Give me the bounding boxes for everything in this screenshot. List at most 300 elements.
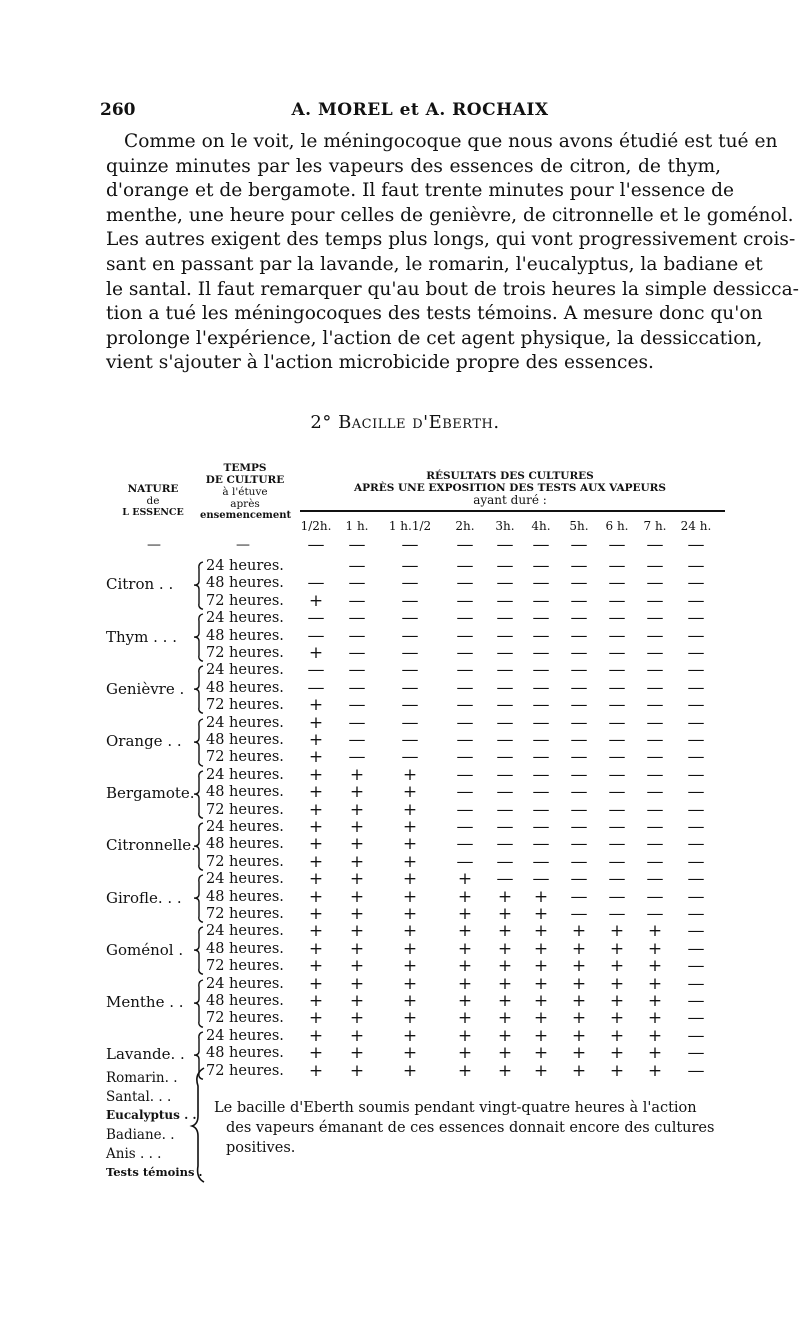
positive-mark: + [609,973,625,994]
negative-mark: — [456,799,474,820]
positive-mark: + [308,817,324,837]
negative-mark: — [608,799,626,820]
essence-name: Lavande. . [106,1045,185,1064]
negative-mark: — [496,556,514,576]
positive-mark: + [349,817,365,837]
negative-mark: — [570,764,588,785]
negative-mark: — [646,817,664,837]
negative-mark: — [496,851,514,872]
positive-mark: + [349,782,365,803]
negative-mark: — [401,660,419,681]
negative-mark: — [687,556,705,576]
essence-name: Bergamote. [106,784,195,803]
negative-mark: — [456,695,474,716]
duration-dash: — [456,535,474,555]
positive-mark: + [308,1043,324,1064]
negative-mark: — [570,695,588,716]
negative-mark: — [456,764,474,785]
negative-mark: — [496,799,514,820]
positive-mark: + [349,886,365,907]
positive-mark: + [402,782,418,803]
negative-mark: — [570,556,588,576]
negative-mark: — [496,869,514,890]
negative-mark: — [307,608,325,629]
negative-mark: — [456,590,474,611]
other-essence: Romarin. . [106,1070,178,1086]
positive-mark: + [308,886,324,907]
culture-time: 72 heures. [206,645,284,661]
positive-mark: + [349,799,365,820]
negative-mark: — [456,556,474,576]
positive-mark: + [308,1060,324,1081]
positive-mark: + [349,1060,365,1081]
negative-mark: — [496,730,514,750]
negative-mark: — [687,608,705,629]
negative-mark: — [570,660,588,681]
positive-mark: + [497,1060,513,1081]
positive-mark: + [533,921,549,942]
other-essence: Eucalyptus . . [106,1108,197,1122]
positive-mark: + [571,991,587,1011]
culture-time: 24 heures. [206,558,284,574]
negative-mark: — [646,643,664,663]
negative-mark: — [456,643,474,663]
negative-mark: — [348,660,366,681]
culture-time: 24 heures. [206,923,284,940]
positive-mark: + [402,1008,418,1029]
essence-name: Genièvre . [106,679,185,698]
negative-mark: — [687,730,705,750]
culture-time: 72 heures. [206,853,284,870]
negative-mark: — [570,886,588,907]
positive-mark: + [609,991,625,1011]
negative-mark: — [608,712,626,733]
culture-time: 24 heures. [206,1027,284,1044]
positive-mark: + [533,1060,549,1081]
positive-mark: + [571,1008,587,1029]
positive-mark: + [571,1060,587,1081]
negative-mark: — [348,730,366,750]
duration-dash: — [532,535,550,555]
positive-mark: + [497,1025,513,1046]
negative-mark: — [496,834,514,855]
duration-dash: — [348,535,366,555]
essence-name: Citron . . [106,575,174,594]
negative-mark: — [608,608,626,629]
negative-mark: — [532,660,550,681]
positive-mark: + [402,1025,418,1046]
other-essence: Badiane. . [106,1127,175,1143]
negative-mark: — [496,677,514,698]
negative-mark: — [532,677,550,698]
row-brace [192,926,206,978]
negative-mark: — [532,590,550,611]
paragraph-line: prolonge l'expérience, l'action de cet agent physique, la dessiccation, [106,327,763,349]
culture-time: 24 heures. [206,871,284,888]
negative-mark: — [608,764,626,785]
positive-mark: + [349,869,365,890]
positive-mark: + [308,956,324,977]
positive-mark: + [349,1025,365,1046]
positive-mark: + [457,938,473,959]
negative-mark: — [496,764,514,785]
positive-mark: + [497,956,513,977]
negative-mark: — [401,556,419,576]
positive-mark: + [647,921,663,942]
negative-mark: — [687,573,705,594]
row-brace [192,770,206,822]
paragraph-line: quinze minutes par les vapeurs des essences de citron, de thym, [106,155,721,177]
negative-mark: — [348,712,366,733]
positive-mark: + [609,1043,625,1064]
negative-mark: — [496,643,514,663]
negative-mark: — [608,851,626,872]
negative-mark: — [496,712,514,733]
row-brace [192,979,206,1031]
negative-mark: — [532,712,550,733]
negative-mark: — [496,590,514,611]
page-number: 260 [100,100,136,120]
row-brace [192,665,206,717]
negative-mark: — [646,712,664,733]
culture-time: 48 heures. [206,993,284,1009]
duration-dash: — [307,535,325,555]
duration-header: 1/2h. [300,519,332,533]
culture-time: 48 heures. [206,732,284,748]
results-header: RÉSULTATS DES CULTURES APRÈS UNE EXPOSITION DES TESTS AUX VAPEURS ayant duré : [354,470,666,507]
positive-mark: + [349,1043,365,1064]
positive-mark: + [457,1008,473,1029]
negative-mark: — [608,904,626,924]
negative-mark: — [496,817,514,837]
positive-mark: + [308,904,324,924]
negative-mark: — [570,817,588,837]
negative-mark: — [348,573,366,594]
positive-mark: + [457,991,473,1011]
positive-mark: + [402,956,418,977]
negative-mark: — [687,695,705,716]
negative-mark: — [532,556,550,576]
negative-mark: — [687,817,705,837]
paragraph-line: le santal. Il faut remarquer qu'au bout de trois heures la simple dessicca- [106,278,799,300]
essence-name: Citronnelle. [106,836,196,855]
positive-mark: + [497,904,513,924]
positive-mark: + [402,834,418,855]
positive-mark: + [402,991,418,1011]
negative-mark: — [401,573,419,594]
negative-mark: — [307,573,325,594]
negative-mark: — [646,608,664,629]
culture-time: 24 heures. [206,662,284,679]
negative-mark: — [456,608,474,629]
row-brace [192,613,206,665]
positive-mark: + [609,938,625,959]
positive-mark: + [308,590,324,611]
negative-mark: — [348,608,366,629]
positive-mark: + [402,851,418,872]
section-title: 2° Bacille d'Eberth. [310,412,500,433]
positive-mark: + [308,973,324,994]
negative-mark: — [570,904,588,924]
negative-mark: — [646,782,664,803]
negative-mark: — [608,625,626,646]
negative-mark: — [687,712,705,733]
negative-mark: — [687,886,705,907]
positive-mark: + [308,869,324,890]
positive-mark: + [349,938,365,959]
paragraph-line: sant en passant par la lavande, le romarin, l'eucalyptus, la badiane et [106,253,763,275]
negative-mark: — [456,730,474,750]
negative-mark: — [456,660,474,681]
negative-mark: — [570,625,588,646]
positive-mark: + [533,991,549,1011]
negative-mark: — [456,834,474,855]
culture-time: 48 heures. [206,940,284,957]
duration-dash: — [646,535,664,555]
positive-mark: + [533,1025,549,1046]
negative-mark: — [401,730,419,750]
duration-header: 6 h. [605,519,629,533]
negative-mark: — [348,643,366,663]
positive-mark: + [349,956,365,977]
negative-mark: — [307,660,325,681]
negative-mark: — [570,747,588,768]
negative-mark: — [646,695,664,716]
culture-time: 48 heures. [206,575,284,592]
positive-mark: + [647,956,663,977]
negative-mark: — [608,730,626,750]
negative-mark: — [687,677,705,698]
negative-mark: — [456,625,474,646]
negative-mark: — [532,869,550,890]
positive-mark: + [609,1008,625,1029]
culture-time: 48 heures. [206,784,284,801]
positive-mark: + [308,712,324,733]
positive-mark: + [349,904,365,924]
negative-mark: — [496,608,514,629]
negative-mark: — [532,573,550,594]
positive-mark: + [571,973,587,994]
positive-mark: + [402,1060,418,1081]
negative-mark: — [608,643,626,663]
culture-time: 48 heures. [206,888,284,905]
negative-mark: — [307,677,325,698]
duration-header: 1 h.1/2 [388,519,432,533]
positive-mark: + [402,973,418,994]
positive-mark: + [457,1060,473,1081]
temps-dash: — [236,537,250,553]
positive-mark: + [647,1043,663,1064]
positive-mark: + [308,938,324,959]
negative-mark: — [348,556,366,576]
negative-mark: — [570,643,588,663]
negative-mark: — [401,712,419,733]
positive-mark: + [457,886,473,907]
positive-mark: + [571,1025,587,1046]
positive-mark: + [308,747,324,768]
negative-mark: — [646,590,664,611]
negative-mark: — [687,904,705,924]
positive-mark: + [457,956,473,977]
negative-mark: — [570,712,588,733]
duration-header: 24 h. [680,519,712,533]
negative-mark: — [608,817,626,837]
positive-mark: + [349,834,365,855]
negative-mark: — [532,695,550,716]
negative-mark: — [496,625,514,646]
negative-mark: — [456,712,474,733]
results-rule [300,510,725,512]
essence-name: Goménol . [106,940,184,959]
other-essence: Santal. . . [106,1089,172,1105]
duration-dash: — [496,535,514,555]
positive-mark: + [308,799,324,820]
culture-time: 48 heures. [206,836,284,853]
positive-mark: + [457,1025,473,1046]
positive-mark: + [609,1060,625,1081]
paragraph-line: d'orange et de bergamote. Il faut trente minutes pour l'essence de [106,180,735,202]
negative-mark: — [687,991,705,1011]
nature-header: NATURE de L ESSENCE [122,483,184,518]
negative-mark: — [687,921,705,942]
positive-mark: + [533,1043,549,1064]
other-essence: Tests témoins . [106,1165,203,1179]
negative-mark: — [646,851,664,872]
positive-mark: + [308,782,324,803]
negative-mark: — [687,782,705,803]
negative-mark: — [532,747,550,768]
essence-name: Menthe . . [106,993,184,1011]
negative-mark: — [570,834,588,855]
positive-mark: + [571,921,587,942]
negative-mark: — [646,764,664,785]
positive-mark: + [402,938,418,959]
negative-mark: — [608,886,626,907]
negative-mark: — [608,660,626,681]
negative-mark: — [401,695,419,716]
negative-mark: — [608,677,626,698]
positive-mark: + [533,886,549,907]
positive-mark: + [497,921,513,942]
culture-time: 72 heures. [206,697,284,714]
negative-mark: — [687,1025,705,1046]
negative-mark: — [687,643,705,663]
row-brace [192,874,206,926]
negative-mark: — [687,956,705,977]
negative-mark: — [687,851,705,872]
duration-header: 7 h. [643,519,667,533]
negative-mark: — [570,851,588,872]
negative-mark: — [401,625,419,646]
essence-name: Thym . . . [106,627,177,646]
negative-mark: — [456,782,474,803]
positive-mark: + [402,1043,418,1064]
positive-mark: + [457,1043,473,1064]
negative-mark: — [532,625,550,646]
negative-mark: — [570,730,588,750]
negative-mark: — [646,834,664,855]
duration-header: 5h. [569,519,589,533]
negative-mark: — [646,869,664,890]
negative-mark: — [401,608,419,629]
positive-mark: + [571,956,587,977]
positive-mark: + [402,764,418,785]
negative-mark: — [646,625,664,646]
negative-mark: — [570,590,588,611]
negative-mark: — [456,851,474,872]
positive-mark: + [497,1008,513,1029]
negative-mark: — [608,573,626,594]
positive-mark: + [457,904,473,924]
negative-mark: — [532,608,550,629]
negative-mark: — [608,834,626,855]
culture-time: 72 heures. [206,958,284,975]
positive-mark: + [349,973,365,994]
culture-time: 72 heures. [206,592,284,609]
negative-mark: — [646,677,664,698]
negative-mark: — [496,660,514,681]
negative-mark: — [496,695,514,716]
culture-time: 24 heures. [206,610,284,627]
positive-mark: + [647,938,663,959]
positive-mark: + [647,991,663,1011]
culture-time: 72 heures. [206,1062,284,1079]
positive-mark: + [402,817,418,837]
culture-time: 72 heures. [206,801,284,818]
positive-mark: + [308,730,324,750]
positive-mark: + [647,973,663,994]
negative-mark: — [687,973,705,994]
negative-mark: — [456,573,474,594]
negative-mark: — [570,782,588,803]
positive-mark: + [533,973,549,994]
positive-mark: + [308,834,324,855]
paragraph-line: tion a tué les méningocoques des tests témoins. A mesure donc qu'on [106,303,763,325]
culture-time: 24 heures. [206,714,284,731]
positive-mark: + [647,1060,663,1081]
positive-mark: + [533,1008,549,1029]
positive-mark: + [609,956,625,977]
essence-name: Girofle. . . [106,888,182,907]
duration-dash: — [401,535,419,555]
negative-mark: — [570,573,588,594]
negative-mark: — [646,904,664,924]
negative-mark: — [496,747,514,768]
negative-mark: — [307,625,325,646]
negative-mark: — [646,556,664,576]
negative-mark: — [646,660,664,681]
culture-time: 72 heures. [206,749,284,766]
positive-mark: + [571,1043,587,1064]
positive-mark: + [647,1025,663,1046]
negative-mark: — [456,677,474,698]
culture-time: 72 heures. [206,906,284,922]
row-brace [192,822,206,874]
negative-mark: — [646,747,664,768]
duration-header: 2h. [455,519,475,533]
negative-mark: — [532,834,550,855]
culture-time: 48 heures. [206,627,284,644]
negative-mark: — [646,730,664,750]
positive-mark: + [349,851,365,872]
negative-mark: — [401,677,419,698]
culture-time: 48 heures. [206,679,284,696]
positive-mark: + [308,643,324,663]
negative-mark: — [687,834,705,855]
negative-mark: — [456,817,474,837]
positive-mark: + [571,938,587,959]
negative-mark: — [687,1008,705,1029]
